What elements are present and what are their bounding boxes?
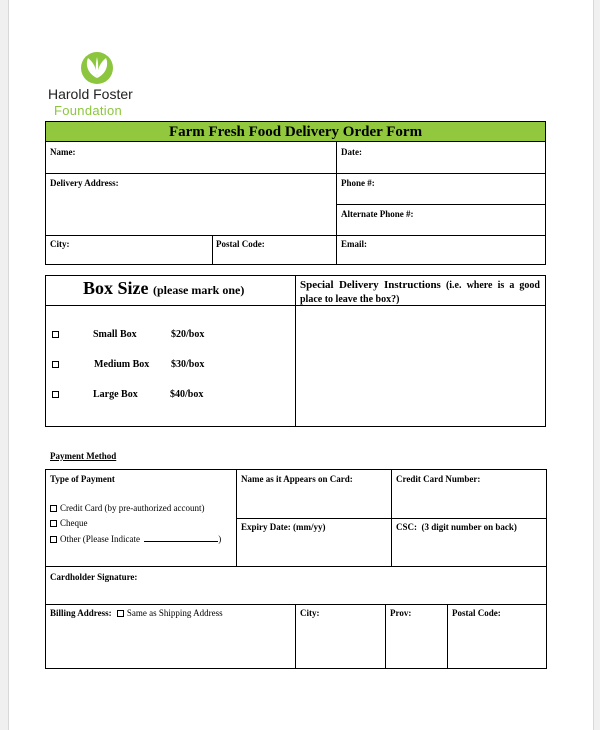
organization-subtitle: Foundation <box>54 103 123 118</box>
leaf-logo-icon <box>76 50 118 86</box>
checkbox-icon[interactable] <box>50 520 57 527</box>
name-field[interactable]: Name: <box>50 147 76 157</box>
checkbox-icon[interactable] <box>50 505 57 512</box>
csc-field[interactable]: CSC: (3 digit number on back) <box>396 522 517 532</box>
billing-prov-field[interactable]: Prov: <box>390 608 412 618</box>
payment-option-other[interactable]: Other (Please Indicate ) <box>50 534 221 544</box>
box-option-large[interactable]: Large Box $40/box <box>52 389 62 400</box>
city-field[interactable]: City: <box>50 239 70 249</box>
special-instructions-title: Special Delivery Instructions <box>300 279 441 291</box>
special-instructions-note: (i.e. where is a good place to leave the box?) <box>300 280 540 305</box>
box-size-title: Box Size <box>83 278 149 298</box>
cardholder-signature-field[interactable]: Cardholder Signature: <box>50 572 138 582</box>
phone-field[interactable]: Phone #: <box>341 178 375 188</box>
date-field[interactable]: Date: <box>341 147 362 157</box>
payment-option-credit-card[interactable]: Credit Card (by pre-authorized account) <box>50 503 204 513</box>
same-as-shipping-label: Same as Shipping Address <box>126 608 223 618</box>
box-option-small[interactable]: Small Box $20/box <box>52 329 62 340</box>
payment-option-cheque[interactable]: Cheque <box>50 518 88 528</box>
checkbox-icon[interactable] <box>52 331 59 338</box>
payment-section <box>45 469 547 669</box>
box-option-medium[interactable]: Medium Box $30/box <box>52 359 62 370</box>
payment-method-heading: Payment Method <box>50 451 117 461</box>
delivery-address-field[interactable]: Delivery Address: <box>50 178 119 188</box>
checkbox-icon[interactable] <box>52 361 59 368</box>
billing-address-field[interactable]: Billing Address: Same as Shipping Address <box>50 608 223 618</box>
other-payment-input[interactable] <box>144 534 218 542</box>
form-title: Farm Fresh Food Delivery Order Form <box>45 121 546 142</box>
billing-city-field[interactable]: City: <box>300 608 320 618</box>
payment-type-label: Type of Payment <box>50 474 115 484</box>
postal-code-field[interactable]: Postal Code: <box>216 239 265 249</box>
name-on-card-field[interactable]: Name as it Appears on Card: <box>241 474 353 484</box>
billing-postal-code-field[interactable]: Postal Code: <box>452 608 501 618</box>
checkbox-icon[interactable] <box>50 536 57 543</box>
email-field[interactable]: Email: <box>341 239 367 249</box>
special-instructions-area[interactable] <box>297 307 544 425</box>
alternate-phone-field[interactable]: Alternate Phone #: <box>341 209 414 219</box>
box-size-note: (please mark one) <box>153 283 245 297</box>
checkbox-icon[interactable] <box>52 391 59 398</box>
expiry-date-field[interactable]: Expiry Date: (mm/yy) <box>241 522 326 532</box>
customer-info-section <box>45 141 546 265</box>
card-number-field[interactable]: Credit Card Number: <box>396 474 481 484</box>
checkbox-icon[interactable] <box>117 610 124 617</box>
organization-name: Harold Foster <box>48 86 133 102</box>
